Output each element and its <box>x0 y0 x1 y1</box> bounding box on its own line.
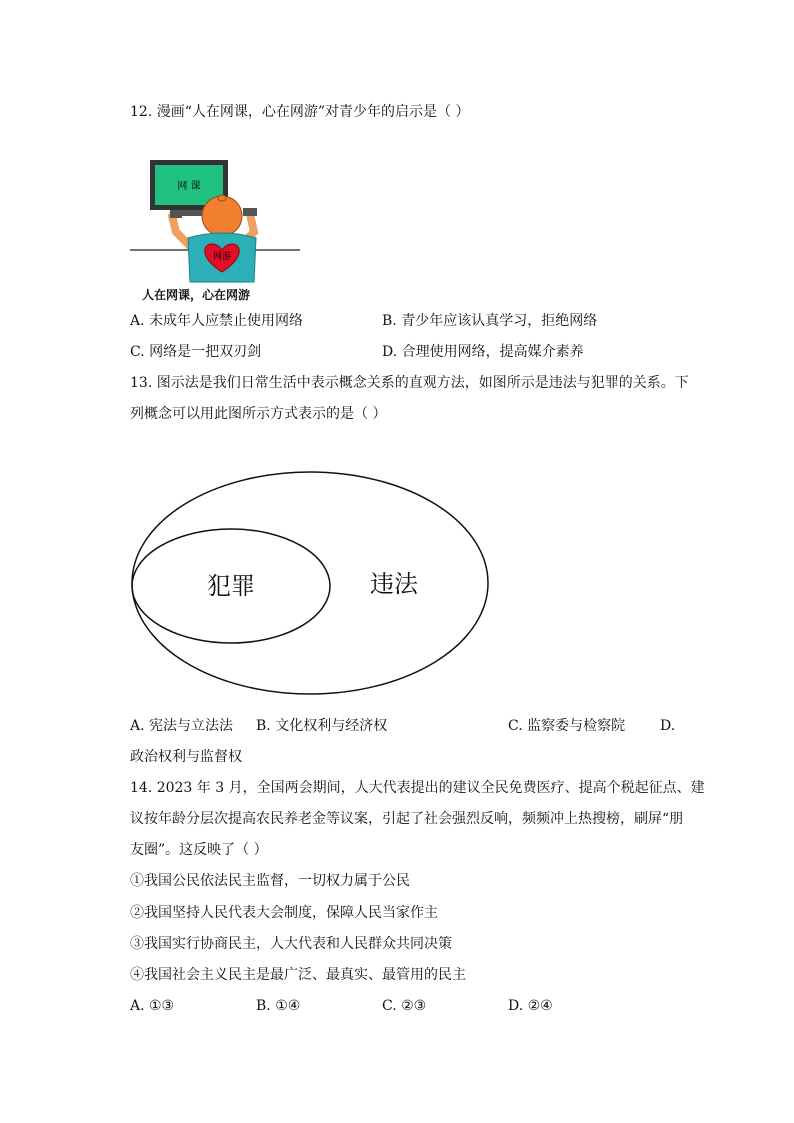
q14-stem-line3: 友圈”。这反映了（ ） <box>130 842 268 858</box>
q14-option-d[interactable]: D. ②④ <box>508 998 553 1014</box>
q13-option-d[interactable]: D. <box>660 718 676 734</box>
q12-option-b[interactable]: B. 青少年应该认真学习，拒绝网络 <box>382 313 598 329</box>
q13-option-d-text: 政治权利与监督权 <box>130 749 242 765</box>
q14-stem-line1: 14. 2023 年 3 月，全国两会期间，人大代表提出的建议全民免费医疗、提高个税起征点、建 <box>130 780 705 796</box>
q14-option-a[interactable]: A. ①③ <box>130 998 175 1014</box>
q14-stem-line2: 议按年龄分层次提高农民养老金等议案，引起了社会强烈反响，频频冲上热搜榜，刷屏“朋 <box>130 811 684 827</box>
q12-cartoon-image <box>130 158 300 303</box>
q12-option-a[interactable]: A. 未成年人应禁止使用网络 <box>130 313 304 329</box>
q13-stem-line2: 列概念可以用此图所示方式表示的是（ ） <box>130 406 387 422</box>
q13-option-b[interactable]: B. 文化权利与经济权 <box>256 718 388 734</box>
q14-statement-2: ②我国坚持人民代表大会制度，保障人民当家作主 <box>130 905 438 921</box>
q14-statement-1: ①我国公民依法民主监督，一切权力属于公民 <box>130 873 410 889</box>
q13-option-c[interactable]: C. 监察委与检察院 <box>508 718 626 734</box>
q14-statement-4: ④我国社会主义民主是最广泛、最真实、最管用的民主 <box>130 967 466 983</box>
q13-option-a[interactable]: A. 宪法与立法法 <box>130 718 234 734</box>
q12-stem: 12. 漫画“人在网课，心在网游”对青少年的启示是（ ） <box>130 104 470 120</box>
boy-head <box>202 196 242 236</box>
q13-stem-line1: 13. 图示法是我们日常生活中表示概念关系的直观方法，如图所示是违法与犯罪的关系。下 <box>130 375 689 391</box>
heart-text: 网游 <box>212 252 232 262</box>
q12-option-d[interactable]: D. 合理使用网络，提高媒介素养 <box>382 344 584 360</box>
screen-text: 网 课 <box>177 181 201 192</box>
cartoon-caption: 人在网课，心在网游 <box>142 288 251 302</box>
q14-option-c[interactable]: C. ②③ <box>382 998 427 1014</box>
q13-venn-diagram <box>130 470 492 696</box>
q14-statement-3: ③我国实行协商民主，人大代表和人民群众共同决策 <box>130 936 452 952</box>
q12-option-c[interactable]: C. 网络是一把双刃剑 <box>130 344 262 360</box>
inner-label: 犯罪 <box>207 572 255 600</box>
outer-label: 违法 <box>370 570 418 598</box>
outer-ellipse <box>132 472 488 694</box>
q14-option-b[interactable]: B. ①④ <box>256 998 301 1014</box>
